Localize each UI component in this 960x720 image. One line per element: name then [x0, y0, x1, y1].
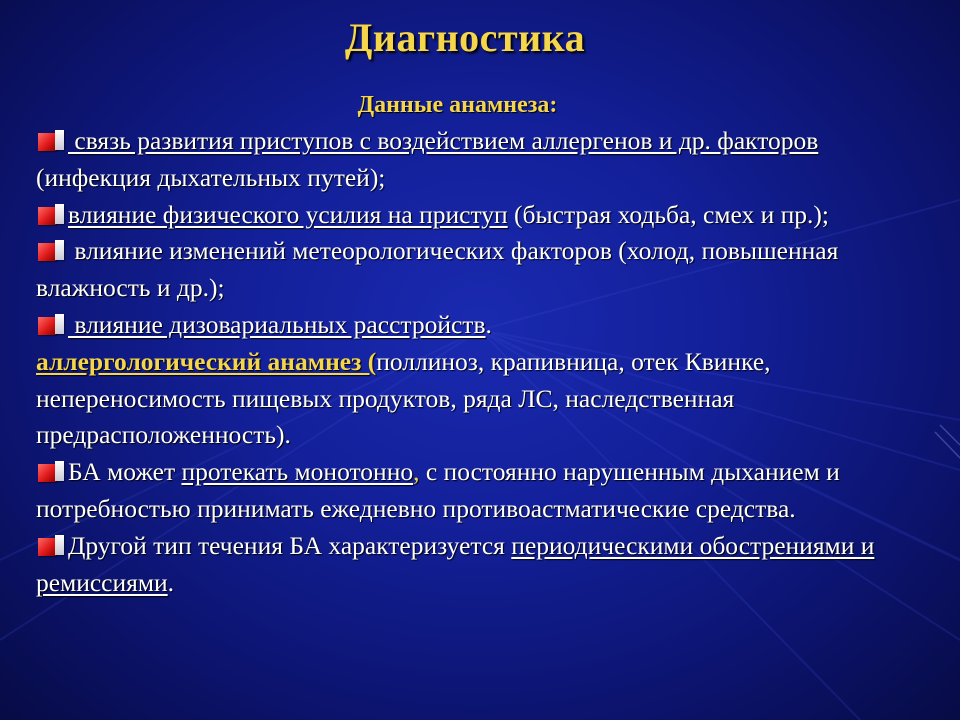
paragraph-5-highlight: аллергологический анамнез ( — [36, 346, 377, 376]
paragraph-6-comma: , — [413, 457, 420, 487]
red-square-bullet-icon — [36, 239, 66, 261]
paragraph-4-underlined: влияние дизовариальных расстройств — [68, 309, 486, 339]
slide-body — [36, 123, 906, 601]
red-square-bullet-icon — [36, 313, 66, 335]
paragraph-6-underlined: протекать монотонно — [181, 457, 414, 487]
paragraph-1-underlined: связь развития приступов с воздействием аллергенов и др. факторов — [68, 126, 819, 155]
paragraph-6-text-start: БА может — [68, 457, 182, 487]
paragraph-6-text-end: с постоянно нарушенным дыханием и потребностью принимать ежедневно противоастматические средства. — [36, 457, 840, 523]
red-square-bullet-icon — [36, 129, 66, 151]
slide-title: Диагностика — [344, 15, 586, 60]
paragraph-4 — [36, 307, 906, 344]
paragraph-7-period: . — [167, 567, 175, 597]
paragraph-6 — [36, 454, 906, 528]
paragraph-3-text: влияние изменений метеорологических факторов (холод, повышенная влажность и др.); — [36, 236, 839, 303]
paragraph-7 — [36, 528, 906, 602]
paragraph-7-underlined: периодическими обострениями и ремиссиями — [36, 530, 875, 597]
slide-subtitle: Данные анамнеза: — [357, 92, 558, 118]
red-square-bullet-icon — [36, 534, 66, 556]
paragraph-2 — [36, 197, 906, 234]
paragraph-4-text: . — [485, 309, 492, 339]
paragraph-7-text: Другой тип течения БА характеризуется — [68, 530, 512, 560]
paragraph-1 — [36, 123, 906, 197]
red-square-bullet-icon — [36, 203, 66, 225]
paragraph-3 — [36, 233, 906, 307]
paragraph-2-underlined: влияние физического усилия на приступ — [68, 199, 508, 229]
paragraph-5-text: поллиноз, крапивница, отек Квинке, непереносимость пищевых продуктов, ряда ЛС, наследственная предрасположенность). — [36, 346, 771, 450]
paragraph-2-text: (быстрая ходьба, смех и пр.); — [507, 199, 829, 229]
paragraph-1-text: (инфекция дыхательных путей); — [36, 162, 386, 192]
paragraph-5 — [36, 344, 906, 454]
red-square-bullet-icon — [36, 460, 66, 482]
